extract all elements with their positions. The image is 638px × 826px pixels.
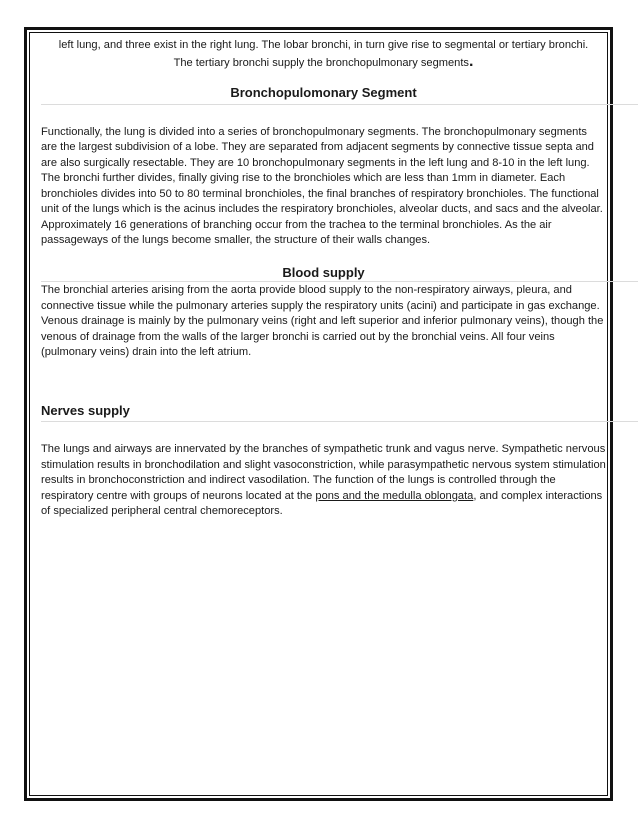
- bronchopulmonary-heading: Bronchopulomonary Segment: [230, 85, 417, 100]
- blood-supply-heading: Blood supply: [282, 264, 365, 280]
- pons-medulla-link[interactable]: pons and the medulla oblongata: [315, 489, 474, 502]
- intro-end-mark: .: [468, 52, 474, 70]
- nerves-supply-heading-block: [41, 403, 606, 423]
- nerves-supply-paragraph: [41, 442, 606, 520]
- bronchopulmonary-paragraph: Functionally, the lung is divided into a series of bronchopulmonary segments. The bronchopulmonary segments are the largest subdivision of a lobe. They are separated from adjacent segments by connective tissue septa and are also surgically resectable. They are 10 bronchopulmonary segments in the left lung and 8-10 in the left lung. The bronchi further divides, finally giving rise to the bronchioles which are less than 1mm in diameter. Each bronchioles divides into 50 to 80 terminal bronchioles, the final branches of respiratory bronchioles. The functional unit of the lungs which is the acinus includes the respiratory bronchioles, alveolar ducts, and sacs and the alveolar. Approximately 16 generations of branching occur from the trachea to the terminal bronchioles. As the air passageways of the lungs become smaller, the structure of their walls changes.: [41, 125, 603, 246]
- document-body: [41, 38, 606, 520]
- intro-paragraph: [41, 38, 606, 71]
- nerves-supply-text-before-link: The lungs and airways are innervated by the branches of sympathetic trunk and vagus nerve. Sympathetic nervous stimulation results in bronchodilation and slight vasoconstriction, while parasympathetic nervous system stimulation results in bronchoconstriction and indirect vasodilation. The function of the lungs is controlled through the respiratory centre with groups of neurons located at the: [41, 443, 606, 502]
- intro-text: left lung, and three exist in the right lung. The lobar bronchi, in turn give rise to segmental or tertiary bronchi. The tertiary bronchi supply the bronchopulmonary segments: [58, 39, 589, 69]
- blood-supply-paragraph: The bronchial arteries arising from the aorta provide blood supply to the non-respiratory airways, pleura, and connective tissue while the pulmonary arteries supply the respiratory units (acini) and participate in gas exchange. Venous drainage is mainly by the pulmonary veins (right and left superior and inferior pulmonary veins), though the venous of drainage from the walls of the larger bronchi is carried out by the bronchial veins. All four veins (pulmonary veins) drain into the left atrium.: [41, 284, 604, 358]
- nerves-supply-heading-rule: [41, 421, 638, 422]
- bronchopulmonary-heading-block: [41, 85, 606, 105]
- blood-supply-heading-rule: [41, 281, 638, 282]
- nerves-supply-text-after-link: , and complex interactions of specialized peripheral central chemoreceptors.: [41, 489, 603, 517]
- bronchopulmonary-heading-rule: [41, 104, 638, 105]
- blood-supply-heading-block: [41, 265, 606, 283]
- nerves-supply-heading: Nerves supply: [41, 402, 130, 418]
